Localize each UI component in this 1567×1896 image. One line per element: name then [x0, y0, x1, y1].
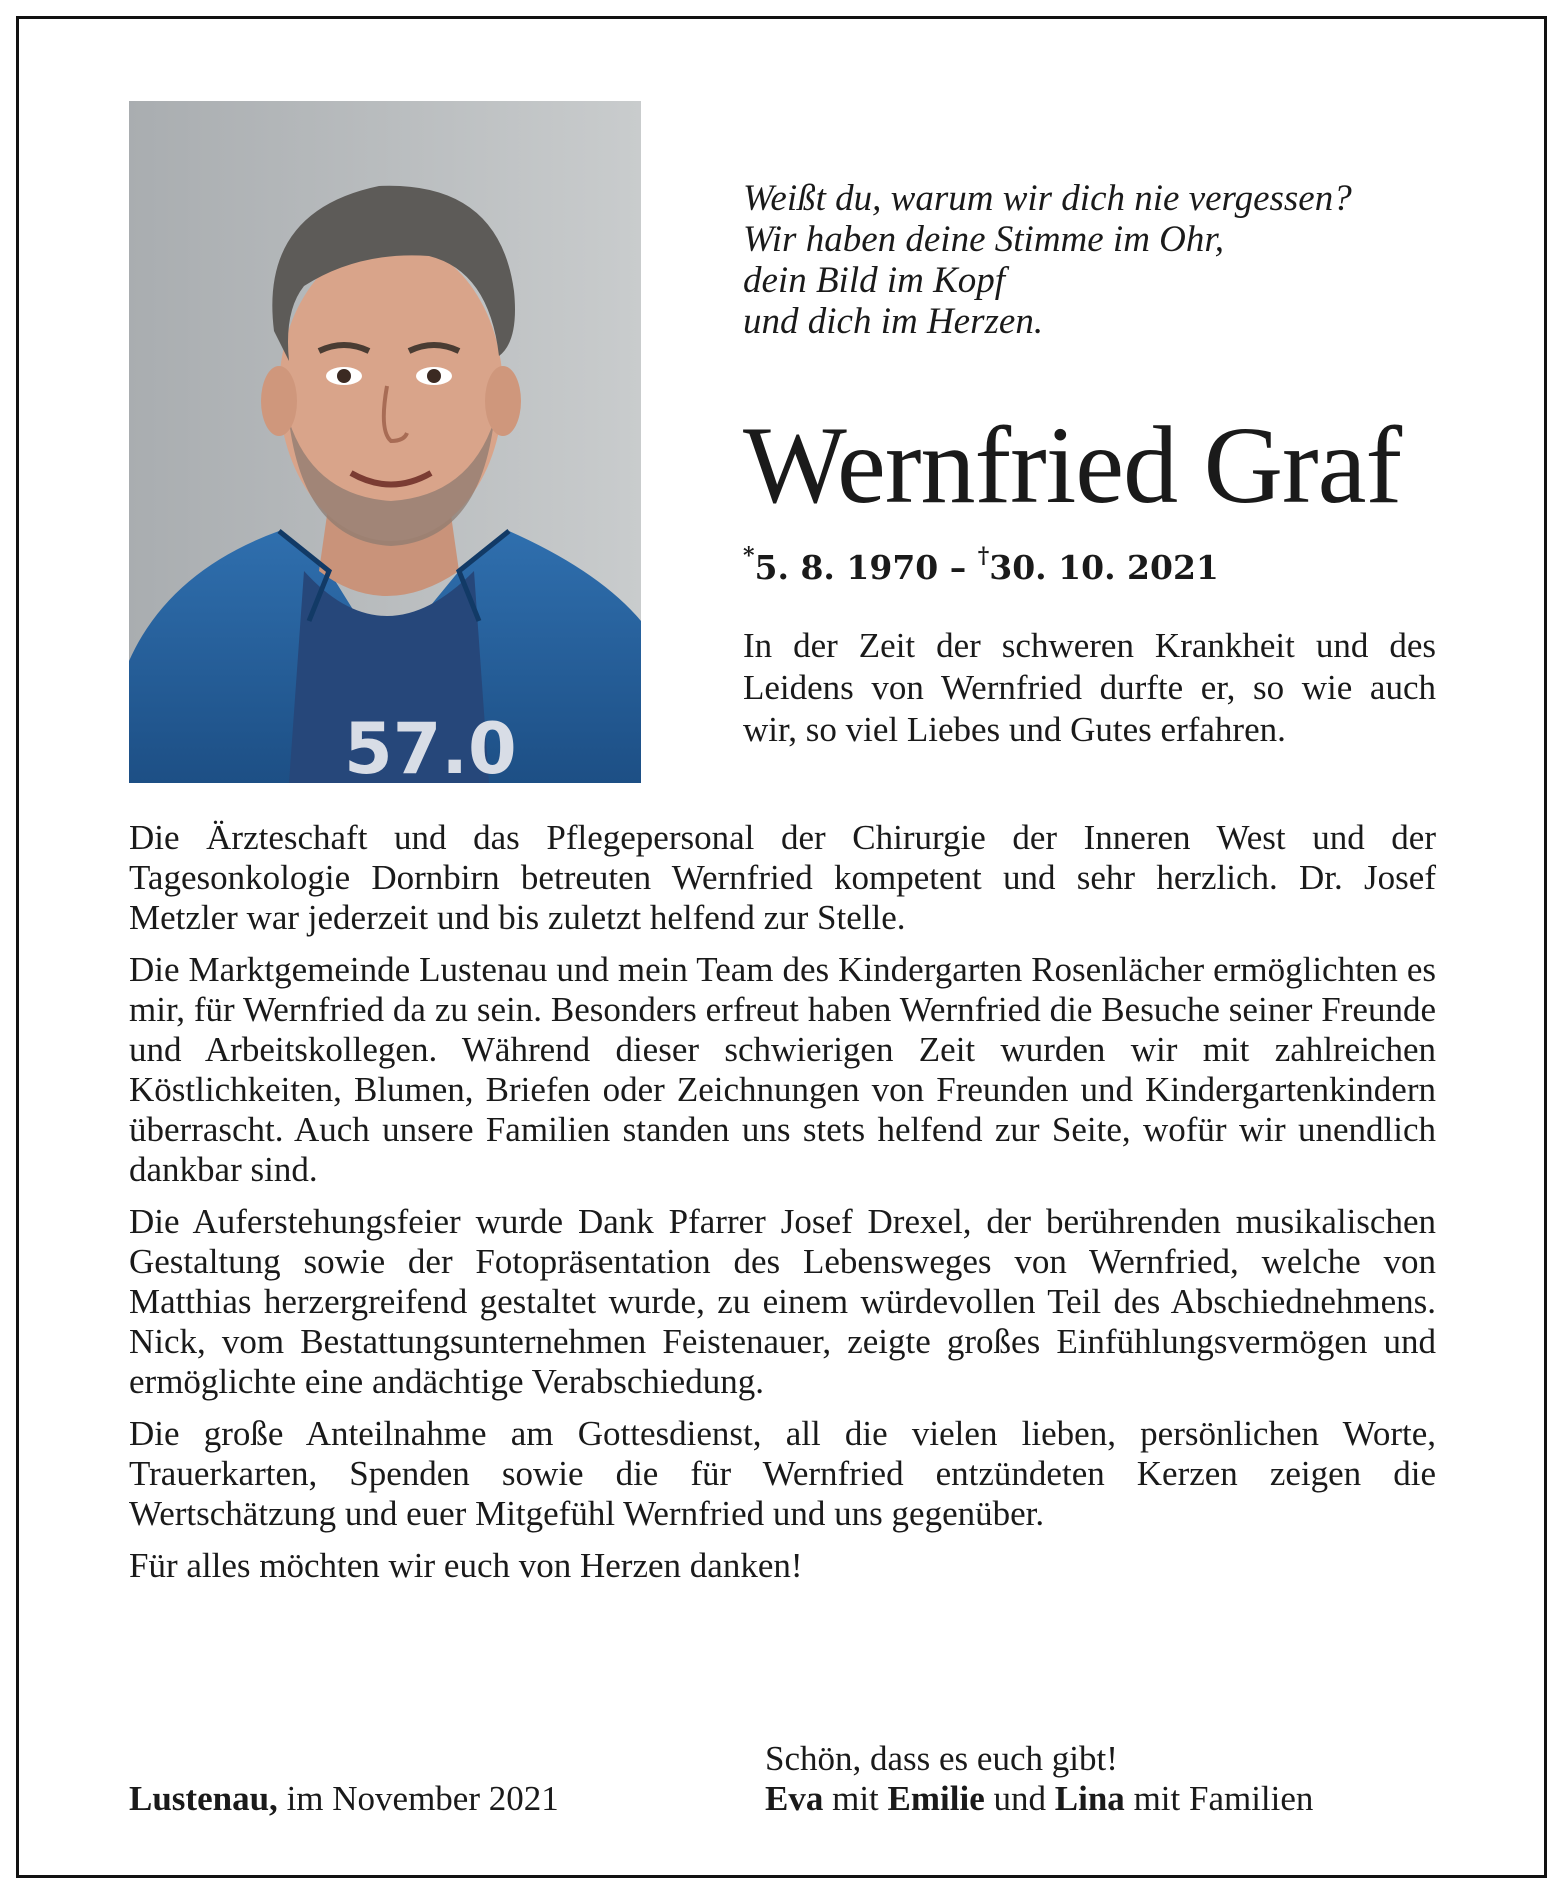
portrait-illustration — [129, 101, 641, 783]
paragraph: Die Marktgemeinde Lustenau und mein Team des Kindergarten Rosenlächer ermöglichten es mir, für Wernfried da zu sein. Besonders erfreut haben Wernfried die Besuche seiner Freunde und Arbeitskollegen. Während dieser schwierigen Zeit wurden wir mit zahlreichen Köstlichkeiten, Blumen, Briefen oder Zeichnungen von Freunden und Kindergartenkindern überrascht. Auch unsere Familien standen uns stets helfend zur Seite, wofür wir unendlich dankbar sind. — [129, 950, 1436, 1189]
signer-name: Emilie — [887, 1779, 985, 1818]
portrait-photo — [129, 101, 641, 783]
signer-name: Eva — [765, 1779, 824, 1818]
signer-name: Lina — [1054, 1779, 1125, 1818]
poem — [743, 178, 1443, 342]
paragraph: Die Ärzteschaft und das Pflegepersonal der Chirurgie der Inneren West und der Tagesonkologie Dornbirn betreuten Wernfried kompetent und sehr herzlich. Dr. Josef Metzler war jederzeit und bis zuletzt helfend zur Stelle. — [129, 818, 1436, 937]
date: im November 2021 — [277, 1779, 559, 1818]
deceased-name: Wernfried Graf — [743, 404, 1402, 526]
place-date — [129, 1778, 559, 1820]
paragraph: Für alles möchten wir euch von Herzen danken! — [129, 1546, 803, 1585]
signers — [765, 1778, 1313, 1820]
death-symbol: † — [977, 543, 990, 569]
date-separator: – — [938, 548, 978, 587]
paragraph: Die große Anteilnahme am Gottesdienst, all die vielen lieben, persönlichen Worte, Trauerkarten, Spenden sowie die für Wernfried entzündeten Kerzen zeigen die Wertschätzung und euer Mitgefühl Wernfried und uns gegenüber. — [129, 1414, 1436, 1533]
poem-line: Wir haben deine Stimme im Ohr, — [743, 219, 1224, 260]
body-text — [129, 818, 1436, 1598]
poem-line: und dich im Herzen. — [743, 301, 1044, 342]
paragraph: Die Auferstehungsfeier wurde Dank Pfarrer Josef Drexel, der berührenden musikalischen Gestaltung sowie der Fotopräsentation des Lebensweges von Wernfried, welche von Matthias herzergreifend gestaltet wurde, zu einem würdevollen Teil des Abschiednehmens. Nick, vom Bestattungsunternehmen Feistenauer, zeigte großes Einfühlungsvermögen und ermöglichte eine andächtige Verabschiedung. — [129, 1202, 1436, 1401]
connector: und — [984, 1779, 1055, 1818]
birth-symbol: * — [743, 543, 755, 569]
intro-text: In der Zeit der schweren Krankheit und des Leidens von Wernfried durfte er, so wie auch wir, so viel Liebes und Gutes erfahren. — [743, 626, 1436, 749]
connector: mit — [823, 1779, 888, 1818]
shirt-print: 57.0 — [344, 708, 517, 783]
birth-date: 5. 8. 1970 — [754, 548, 939, 587]
connector: mit Familien — [1124, 1779, 1314, 1818]
poem-line: Weißt du, warum wir dich nie vergessen? — [743, 178, 1352, 219]
death-date: 30. 10. 2021 — [989, 548, 1219, 587]
poem-line: dein Bild im Kopf — [743, 260, 1006, 301]
life-dates — [743, 540, 1219, 588]
closing-phrase: Schön, dass es euch gibt! — [765, 1739, 1118, 1778]
place: Lustenau, — [129, 1779, 278, 1818]
